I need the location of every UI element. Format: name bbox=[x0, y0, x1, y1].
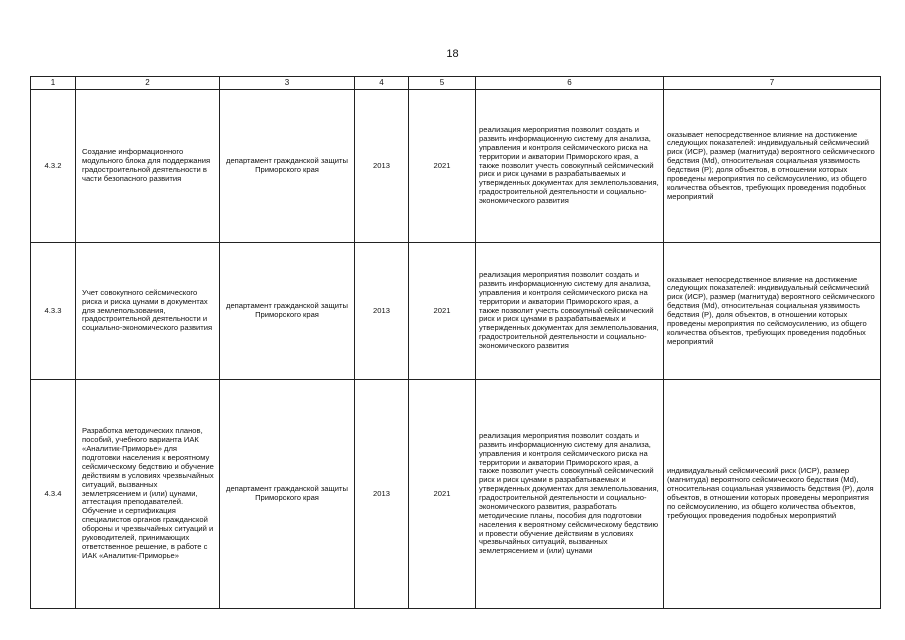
header-row bbox=[31, 77, 881, 90]
header-cell-7: 7 bbox=[664, 77, 881, 90]
impact-on-indicators: оказывает непосредственное влияние на достижение следующих показателей: индивидуальный сейсмический риск (ИСР), размер (магнитуда) вероятного сейсмического бедствия (Md), относительная социальная уязвимость бедствия (P); доля объектов, в отношении которых проведены мероприятия по сейсмоусилению, из общего количества объектов, требующих проведения подобных мероприятий bbox=[664, 90, 881, 243]
expected-result: реализация мероприятия позволит создать и развить информационную систему для анализа, управления и контроля сейсмического риска на территории и акватории Приморского края, а также позволит учесть совокупный сейсмический риск и риск цунами в разрабатываемых и утвержденных документах для землепользования, градостроительной деятельности и социально-экономического развития bbox=[476, 243, 664, 380]
end-year: 2021 bbox=[409, 90, 476, 243]
header-cell-5: 5 bbox=[409, 77, 476, 90]
row-number: 4.3.2 bbox=[31, 90, 76, 243]
executor: департамент гражданской защиты Приморского края bbox=[220, 243, 355, 380]
table-row bbox=[31, 380, 881, 609]
executor: департамент гражданской защиты Приморского края bbox=[220, 380, 355, 609]
row-number: 4.3.4 bbox=[31, 380, 76, 609]
header-cell-3: 3 bbox=[220, 77, 355, 90]
measure-name: Разработка методических планов, пособий, учебного варианта ИАК «Аналитик-Приморье» для подготовки населения к вероятному сейсмическому бедствию и обучение действиям в условиях чрезвычайных ситуаций, вызванных землетрясением и (или) цунами, аттестация преподавателей. Обучение и сертификация специалистов органов гражданской обороны и чрезвычайных ситуаций и руководителей, принимающих ответственное решение, в работе с ИАК «Аналитик-Приморье» bbox=[76, 380, 220, 609]
impact-on-indicators: индивидуальный сейсмический риск (ИСР), размер (магнитуда) вероятного сейсмического бедствия (Md), относительная социальная уязвимость бедствия (P), доля объектов, в отношении которых проведены мероприятия по сейсмоусилению, из общего количества объектов, требующих проведения подобных мероприятий bbox=[664, 380, 881, 609]
table-row bbox=[31, 243, 881, 380]
header-cell-2: 2 bbox=[76, 77, 220, 90]
row-number: 4.3.3 bbox=[31, 243, 76, 380]
end-year: 2021 bbox=[409, 380, 476, 609]
table-row bbox=[31, 90, 881, 243]
start-year: 2013 bbox=[355, 90, 409, 243]
page-number: 18 bbox=[446, 48, 459, 60]
expected-result: реализация мероприятия позволит создать и развить информационную систему для анализа, управления и контроля сейсмического риска на территории и акватории Приморского края, а также позволит учесть совокупный сейсмический риск и риск цунами в разрабатываемых и утвержденных документах для землепользования, градостроительной деятельности и социально-экономического развития bbox=[476, 90, 664, 243]
start-year: 2013 bbox=[355, 380, 409, 609]
header-cell-4: 4 bbox=[355, 77, 409, 90]
end-year: 2021 bbox=[409, 243, 476, 380]
header-cell-6: 6 bbox=[476, 77, 664, 90]
expected-result: реализация мероприятия позволит создать и развить информационную систему для анализа, управления и контроля сейсмического риска на территории и акватории Приморского края, а также позволит учесть совокупный сейсмический риск и риск цунами в разрабатываемых и утвержденных документах для землепользования, градостроительной деятельности и социально-экономического развития, разработать методические планы, пособия для подготовки населения к вероятному сейсмическому бедствию и провести обучение действиям в условиях чрезвычайных ситуаций, вызванных землетрясением и (или) цунами bbox=[476, 380, 664, 609]
measure-name: Создание информационного модульного блока для поддержания градостроительной деятельности в части безопасного развития bbox=[76, 90, 220, 243]
start-year: 2013 bbox=[355, 243, 409, 380]
executor: департамент гражданской защиты Приморского края bbox=[220, 90, 355, 243]
measures-table bbox=[30, 76, 881, 609]
header-cell-1: 1 bbox=[31, 77, 76, 90]
measure-name: Учет совокупного сейсмического риска и риска цунами в документах для землепользования, градостроительной деятельности и социально-экономического развития bbox=[76, 243, 220, 380]
impact-on-indicators: оказывает непосредственное влияние на достижение следующих показателей: индивидуальный сейсмический риск (ИСР), размер (магнитуда) вероятного сейсмического бедствия (Md), относительная социальная уязвимость бедствия (P), доля объектов, в отношении которых проведены мероприятия по сейсмоусилению, из общего количества объектов, требующих проведения подобных мероприятий bbox=[664, 243, 881, 380]
